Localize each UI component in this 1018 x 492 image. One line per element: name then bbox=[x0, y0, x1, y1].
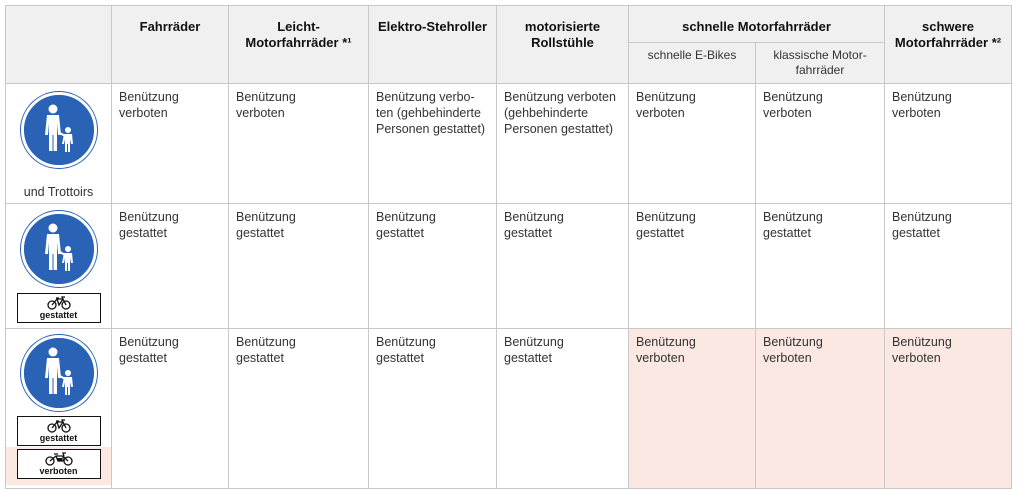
table-cell-highlighted: Benützung verboten bbox=[629, 329, 756, 489]
pedestrian-path-sign-icon bbox=[21, 335, 97, 411]
table-cell: Benützung gestattet bbox=[756, 204, 885, 329]
table-row bbox=[6, 84, 1012, 204]
header-row bbox=[6, 6, 1012, 43]
bicycle-icon bbox=[46, 419, 72, 433]
moped-icon bbox=[44, 452, 74, 466]
table-cell: Benützung gestattet bbox=[629, 204, 756, 329]
table-cell: Benützung gestattet bbox=[885, 204, 1012, 329]
sign-cell bbox=[6, 329, 112, 489]
table-cell: Benützung verboten bbox=[885, 84, 1012, 204]
table-cell: Benützung gestattet bbox=[229, 329, 369, 489]
plate-label: gestattet bbox=[39, 433, 78, 443]
plate-label: gestattet bbox=[39, 310, 78, 320]
table-cell: Benützung gestattet bbox=[497, 329, 629, 489]
table-cell: Benützung gestattet bbox=[112, 329, 229, 489]
moped-plate-highlight bbox=[6, 447, 111, 485]
bicycle-permitted-plate bbox=[17, 293, 101, 323]
table-cell: Benützung verboten bbox=[629, 84, 756, 204]
sign-cell bbox=[6, 204, 112, 329]
table-cell: Benützung verboten bbox=[229, 84, 369, 204]
bicycle-permitted-plate bbox=[17, 416, 101, 446]
header-klassische-motorfahrraeder: klassische Motor- fahrräder bbox=[756, 43, 885, 84]
header-motorisierte-rollstuehle: motorisierte Rollstühle bbox=[497, 6, 629, 84]
table-row bbox=[6, 204, 1012, 329]
table-cell: Benützung gestattet bbox=[369, 329, 497, 489]
table-cell: Benützung gestattet bbox=[229, 204, 369, 329]
moped-forbidden-plate bbox=[17, 449, 101, 479]
bicycle-icon bbox=[46, 296, 72, 310]
header-schnelle-motorfahrraeder: schnelle Motorfahrräder bbox=[629, 6, 885, 43]
sign-cell bbox=[6, 84, 112, 204]
header-schnelle-e-bikes: schnelle E-Bikes bbox=[629, 43, 756, 84]
header-schwere-motorfahrraeder: schwere Motorfahrräder *² bbox=[885, 6, 1012, 84]
plate-label: verboten bbox=[39, 466, 78, 476]
table-cell: Benützung gestattet bbox=[112, 204, 229, 329]
table-cell: Benützung verboten bbox=[756, 84, 885, 204]
table-cell: Benützung verbo- ten (gehbehinderte Personen gestattet) bbox=[369, 84, 497, 204]
header-elektro-stehroller: Elektro-Stehroller bbox=[369, 6, 497, 84]
sign-caption: und Trottoirs bbox=[23, 185, 94, 199]
table-cell-highlighted: Benützung verboten bbox=[885, 329, 1012, 489]
table-row bbox=[6, 329, 1012, 489]
pedestrian-path-sign-icon bbox=[21, 92, 97, 168]
pedestrian-path-sign-icon bbox=[21, 211, 97, 287]
header-leicht-motorfahrraeder: Leicht- Motorfahrräder *¹ bbox=[229, 6, 369, 84]
header-corner bbox=[6, 6, 112, 84]
traffic-rules-table bbox=[5, 5, 1012, 489]
table-cell-highlighted: Benützung verboten bbox=[756, 329, 885, 489]
header-fahrraeder: Fahrräder bbox=[112, 6, 229, 84]
table-cell: Benützung gestattet bbox=[497, 204, 629, 329]
table-cell: Benützung verboten (gehbehinderte Personen gestattet) bbox=[497, 84, 629, 204]
table-cell: Benützung verboten bbox=[112, 84, 229, 204]
table-cell: Benützung gestattet bbox=[369, 204, 497, 329]
